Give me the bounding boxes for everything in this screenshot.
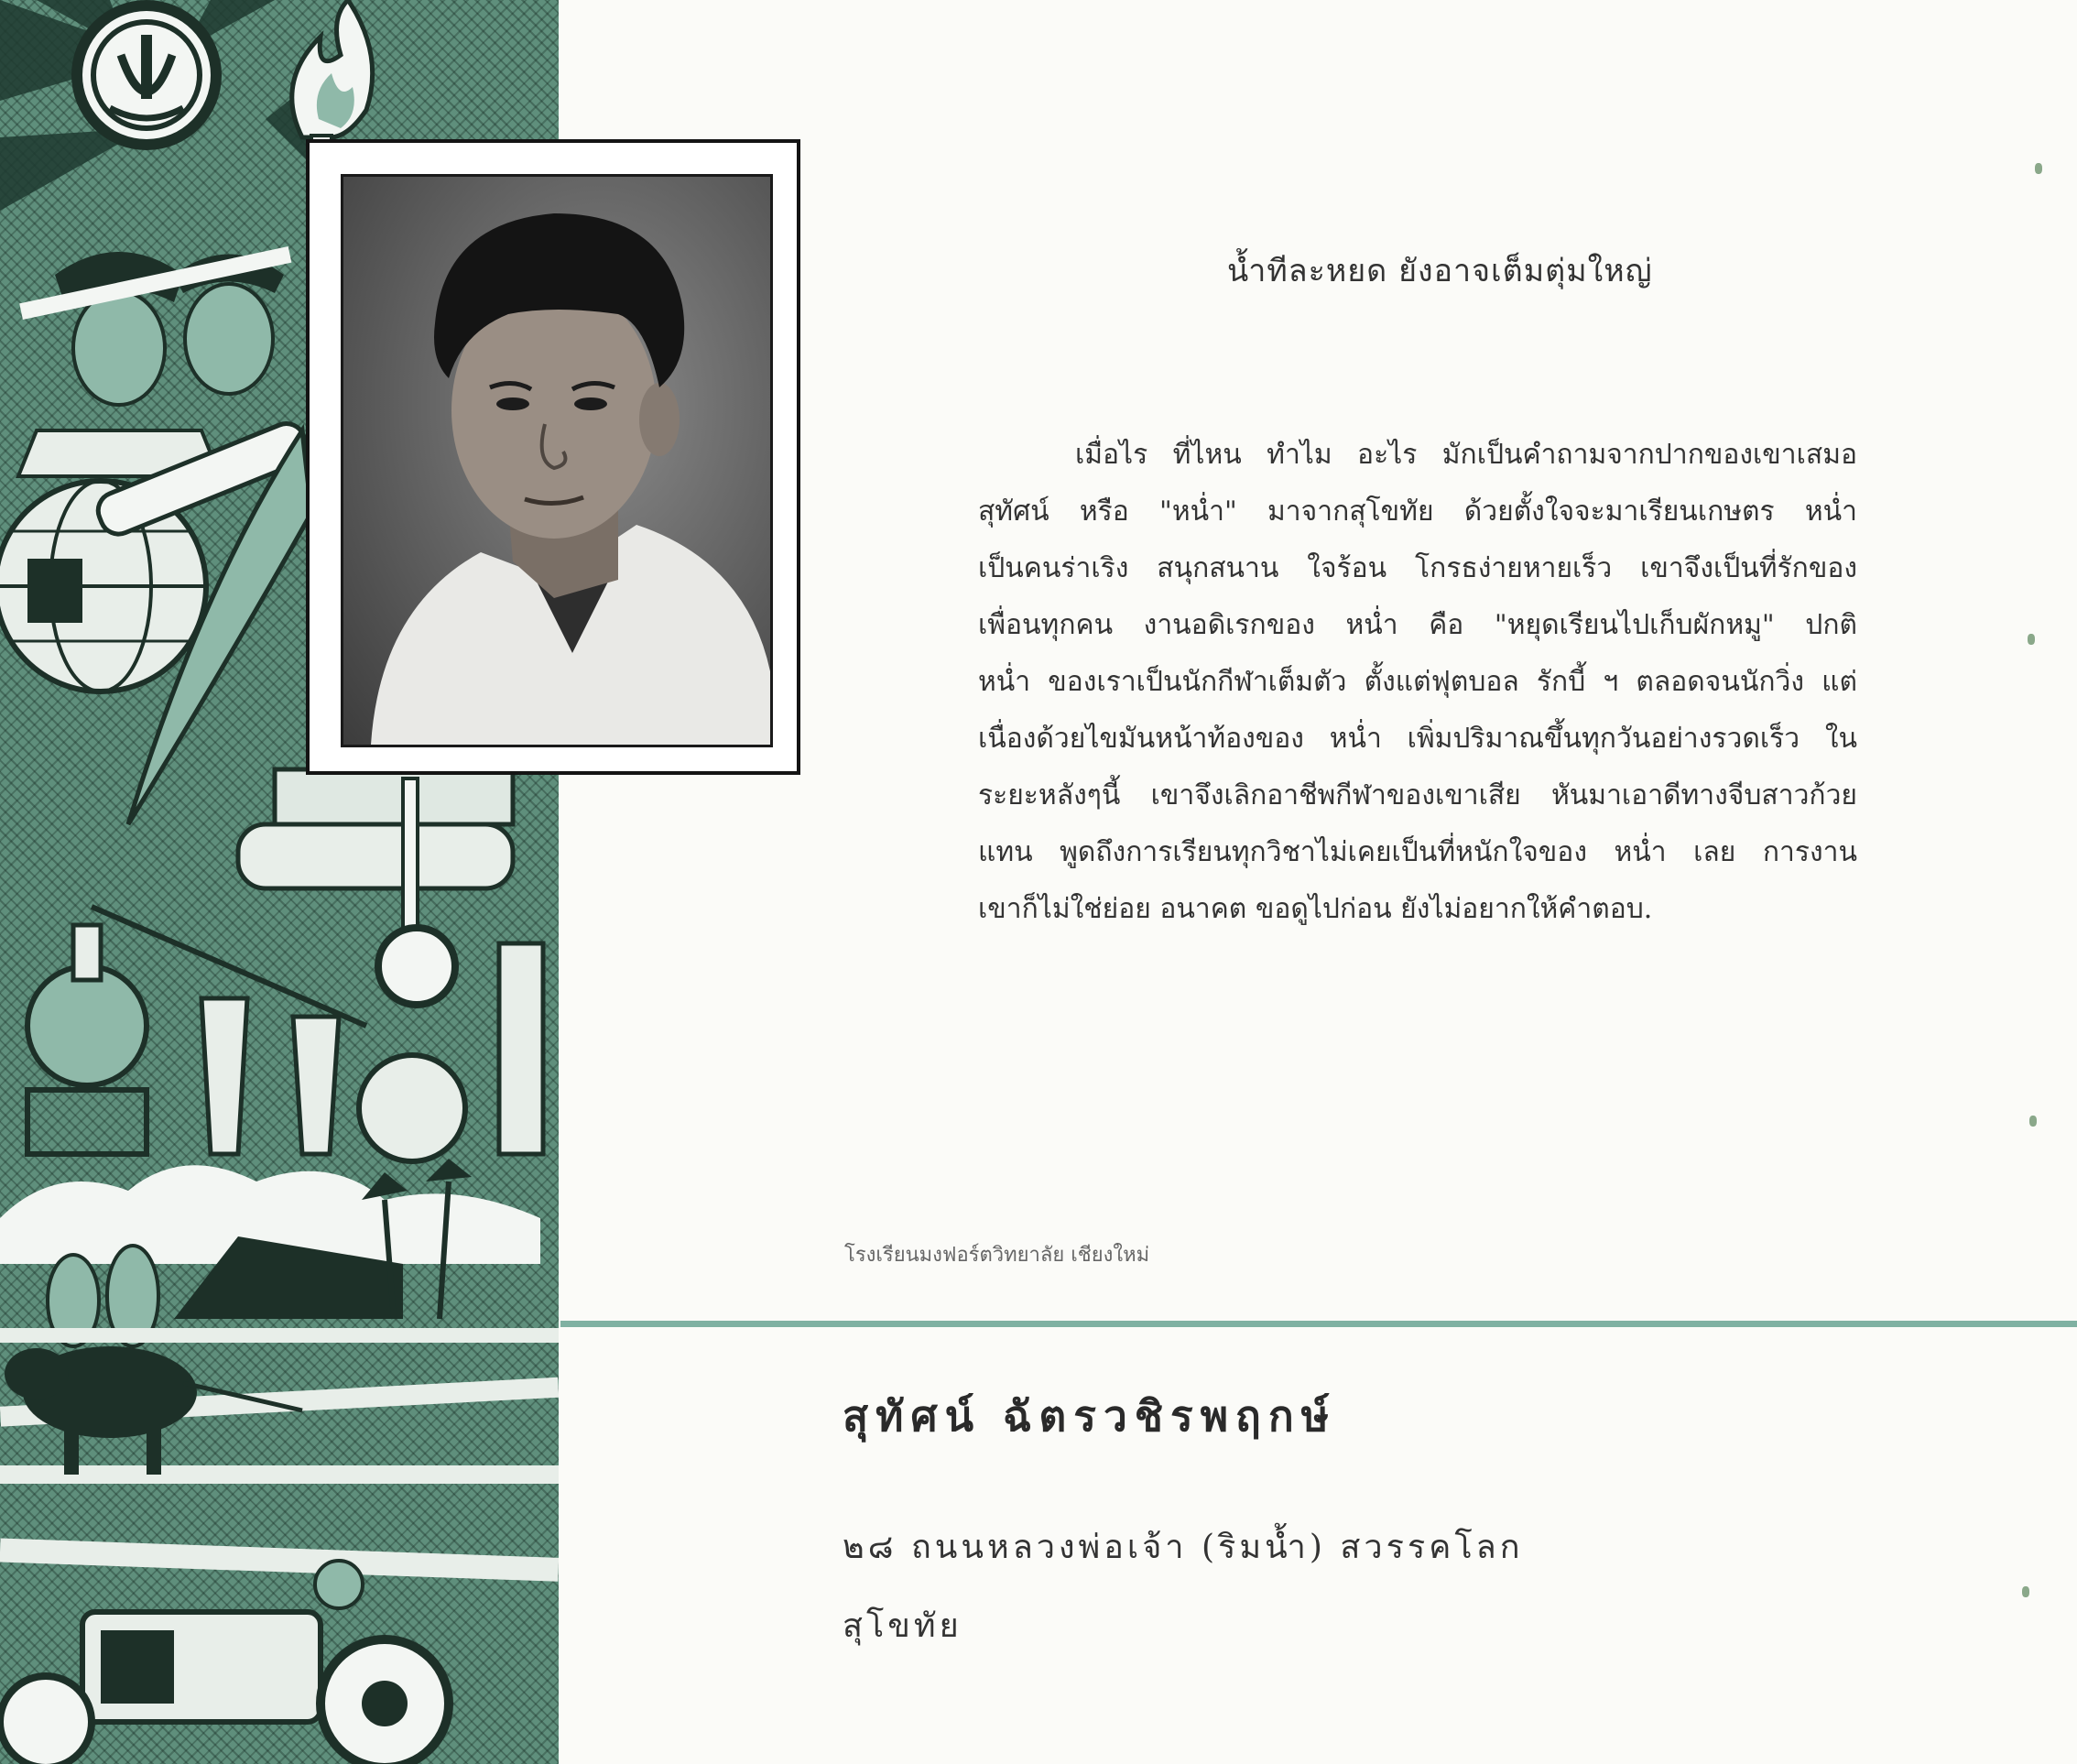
biography-line: เนื่องด้วยไขมันหน้าท้องของ หน่ำ เพิ่มปริมาณขึ้นทุกวันอย่างรวดเร็ว ใน xyxy=(978,723,1857,755)
biography-line: เพื่อนทุกคน งานอดิเรกของ หน่ำ คือ "หยุดเรียนไปเก็บผักหมู" ปกติ xyxy=(978,609,1857,641)
biography-line: เป็นคนร่าเริง สนุกสนาน ใจร้อน โกรธง่ายหายเร็ว เขาจึงเป็นที่รักของ xyxy=(978,552,1857,584)
biography-line: หน่ำ ของเราเป็นนักกีฬาเต็มตัว ตั้งแต่ฟุตบอล รักบี้ ฯ ตลอดจนนักวิ่ง แต่ xyxy=(978,666,1857,698)
portrait-photo xyxy=(341,174,773,747)
address-line-1: ๒๘ ถนนหลวงพ่อเจ้า (ริมน้ำ) สวรรคโลก xyxy=(843,1529,1524,1566)
laboratory-glassware-icon xyxy=(27,907,543,1161)
paper-speck xyxy=(2022,1586,2029,1597)
biography-paragraph xyxy=(978,427,1857,938)
biography-line: ระยะหลังๆนี้ เขาจึงเลิกอาชีพกีฬาของเขาเสีย หันมาเอาดีทางจีบสาวก้วย xyxy=(978,779,1857,811)
books-icon xyxy=(238,769,513,934)
portrait-frame xyxy=(306,139,800,775)
student-portrait-image xyxy=(343,177,770,745)
university-emblem-icon xyxy=(71,0,222,150)
section-divider xyxy=(560,1321,2077,1327)
motto-heading: น้ำทีละหยด ยังอาจเต็มตุ่มใหญ่ xyxy=(1227,253,1653,289)
biography-line: แทน พูดถึงการเรียนทุกวิชาไม่เคยเป็นที่หนักใจของ หน่ำ เลย การงาน xyxy=(978,836,1857,868)
tractor-icon xyxy=(0,1561,449,1764)
biography-line: เขาก็ไม่ใช่ย่อย อนาคต ขอดูไปก่อน ยังไม่อยากให้คำตอบ. xyxy=(978,893,1653,925)
school-name: โรงเรียนมงฟอร์ตวิทยาลัย เชียงใหม่ xyxy=(844,1244,1150,1267)
biography-line: เมื่อไร ที่ไหน ทำไม อะไร มักเป็นคำถามจากปากของเขาเสมอ xyxy=(1075,439,1857,471)
student-name: สุทัศน์ ฉัตรวชิรพฤกษ์ xyxy=(843,1391,1337,1441)
biography-line: สุทัศน์ หรือ "หน่ำ" มาจากสุโขทัย ด้วยตั้งใจจะมาเรียนเกษตร หน่ำ xyxy=(978,495,1857,528)
address-line-2: สุโขทัย xyxy=(843,1607,962,1645)
paper-speck xyxy=(2035,163,2042,174)
paper-speck xyxy=(2029,1116,2037,1127)
paper-speck xyxy=(2028,634,2035,645)
